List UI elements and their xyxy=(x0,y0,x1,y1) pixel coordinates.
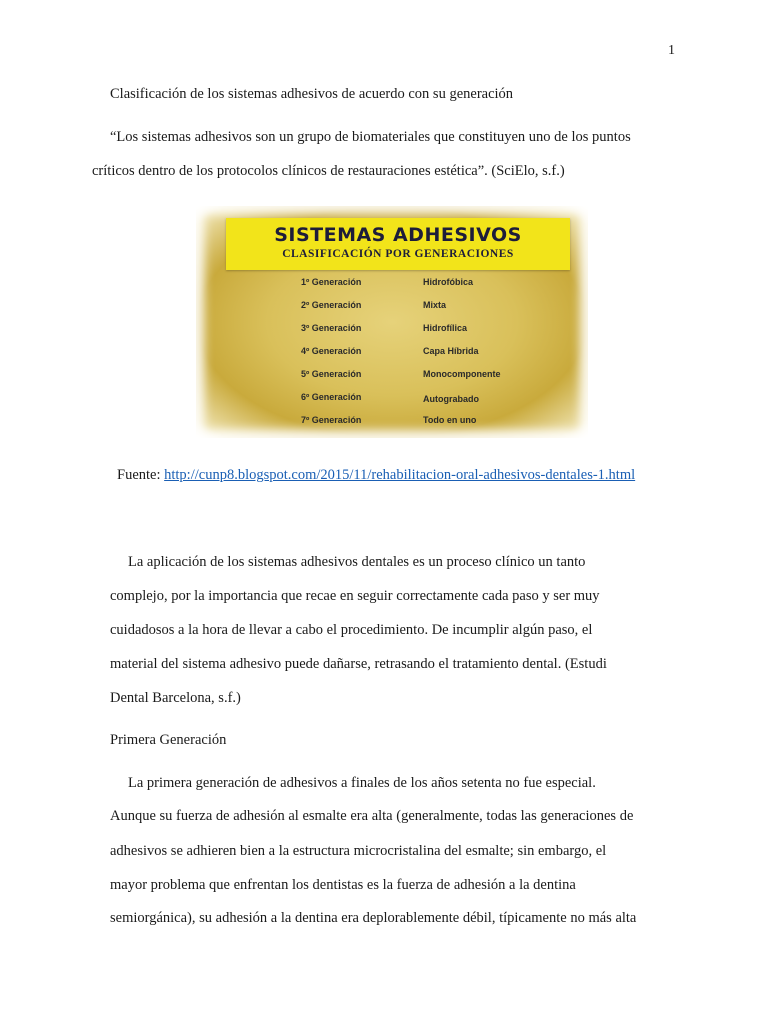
paragraph-line: adhesivos se adhieren bien a la estructura microcristalina del esmalte; sin embargo, el xyxy=(110,843,607,859)
figure-row xyxy=(196,277,588,293)
figure-title: SISTEMAS ADHESIVOS xyxy=(274,224,522,246)
figure-type: Monocomponente xyxy=(423,369,501,379)
section-heading: Primera Generación xyxy=(110,732,227,748)
figure-subtitle: CLASIFICACIÓN POR GENERACIONES xyxy=(282,248,514,260)
paragraph-line: Dental Barcelona, s.f.) xyxy=(110,690,241,706)
figure-type: Mixta xyxy=(423,300,447,310)
figure-generation: 7º Generación xyxy=(301,415,362,425)
source-label: Fuente: xyxy=(117,467,165,483)
figure-type: Capa Híbrida xyxy=(423,346,479,356)
paragraph-line: La aplicación de los sistemas adhesivos dentales es un proceso clínico un tanto xyxy=(128,554,586,570)
figure-banner xyxy=(226,218,570,270)
quote-line-1: “Los sistemas adhesivos son un grupo de biomateriales que constituyen uno de los puntos xyxy=(110,129,631,145)
figure-type: Hidrofóbica xyxy=(423,277,474,287)
quote-line-2: críticos dentro de los protocolos clínicos de restauraciones estética”. (SciElo, s.f.) xyxy=(92,163,565,179)
paragraph-line: material del sistema adhesivo puede dañarse, retrasando el tratamiento dental. (Estudi xyxy=(110,656,607,672)
paragraph-line: semiorgánica), su adhesión a la dentina era deplorablemente débil, típicamente no más alta xyxy=(110,910,637,926)
figure-row xyxy=(196,369,588,385)
figure-generation: 3º Generación xyxy=(301,323,362,333)
figure-generation: 1º Generación xyxy=(301,277,362,287)
paragraph-line: Aunque su fuerza de adhesión al esmalte era alta (generalmente, todas las generaciones de xyxy=(110,808,634,824)
source-link[interactable]: http://cunp8.blogspot.com/2015/11/rehabilitacion-oral-adhesivos-dentales-1.html xyxy=(164,467,636,483)
page-number: 1 xyxy=(668,43,675,58)
adhesive-systems-figure xyxy=(196,206,588,438)
figure-row xyxy=(196,415,588,431)
figure-row xyxy=(196,392,588,408)
figure-type: Todo en uno xyxy=(423,415,477,425)
figure-generation: 5º Generación xyxy=(301,369,362,379)
paragraph-line: La primera generación de adhesivos a finales de los años setenta no fue especial. xyxy=(128,775,596,791)
figure-type: Hidrofílica xyxy=(423,323,468,333)
figure-row xyxy=(196,300,588,316)
paragraph-line: complejo, por la importancia que recae en seguir correctamente cada paso y ser muy xyxy=(110,588,600,604)
figure-generation: 6º Generación xyxy=(301,392,362,402)
document-heading: Clasificación de los sistemas adhesivos de acuerdo con su generación xyxy=(110,86,514,102)
figure-source xyxy=(117,467,635,484)
figure-type: Autograbado xyxy=(423,394,479,404)
figure-row xyxy=(196,346,588,362)
paragraph-line: mayor problema que enfrentan los dentistas es la fuerza de adhesión a la dentina xyxy=(110,877,576,893)
figure-generation: 4º Generación xyxy=(301,346,362,356)
figure-row xyxy=(196,323,588,339)
figure-generation: 2º Generación xyxy=(301,300,362,310)
paragraph-line: cuidadosos a la hora de llevar a cabo el procedimiento. De incumplir algún paso, el xyxy=(110,622,593,638)
